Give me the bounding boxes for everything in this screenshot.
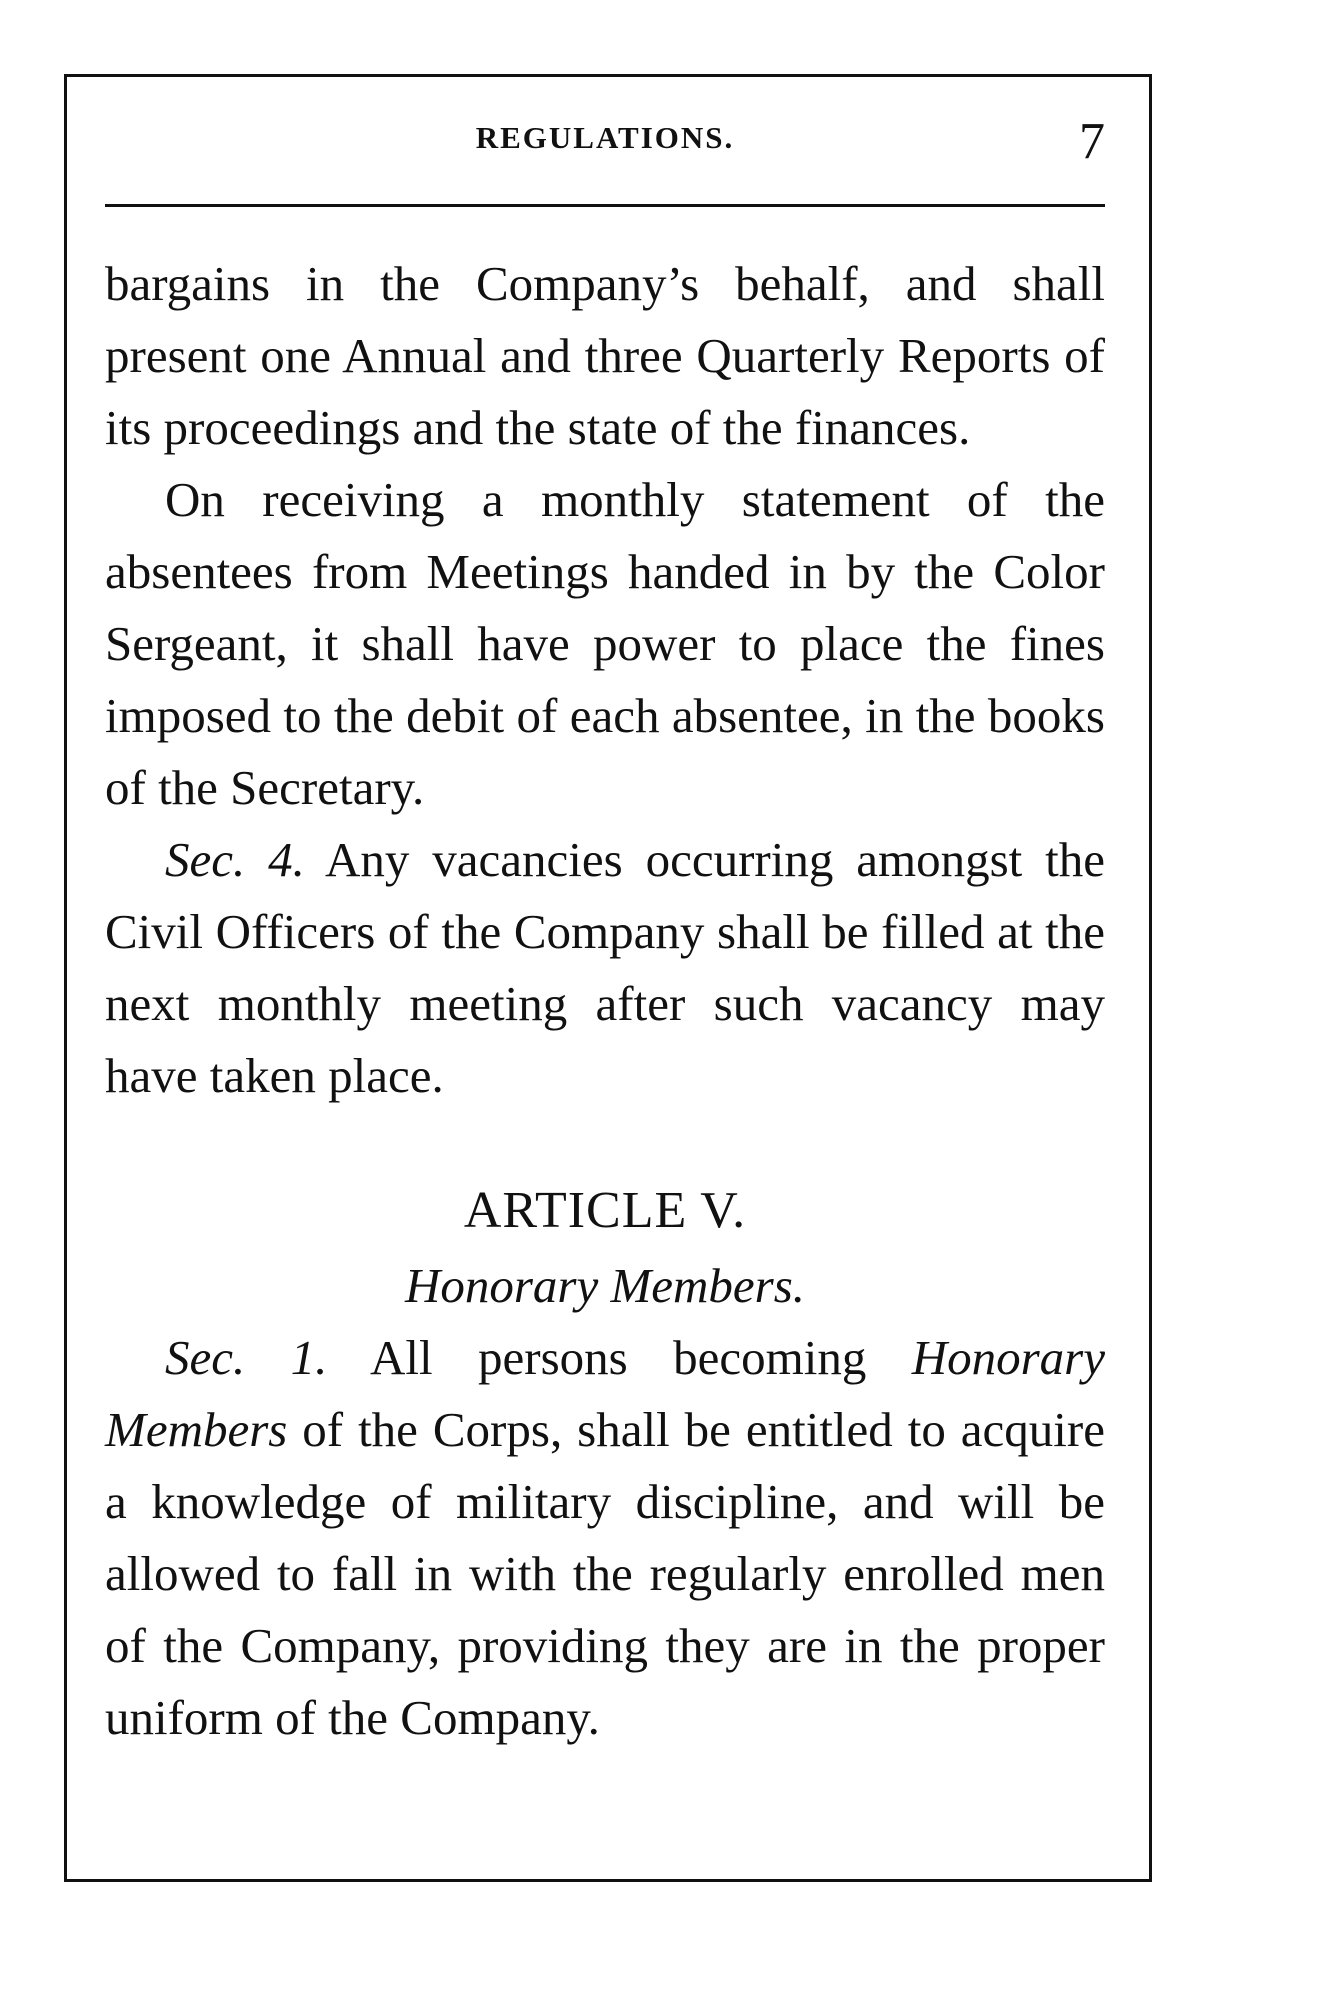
section-text: Any vacancies occurring amongst the Civil Officers of the Company shall be filled at the next monthly meeting after such vacancy may have taken place. (105, 832, 1105, 1103)
paragraph-continuation: bargains in the Company’s behalf, and shall present one Annual and three Quarterly Reports of its proceedings and the state of the finances. (105, 256, 1105, 455)
article-subheading: Honorary Members. (404, 1258, 806, 1313)
section-text-b: of the Corps, shall be entitled to acquire a knowledge of military discipline, and will be allowed to fall in with the regularly enrolled men of the Company, providing they are in the proper uniform of the Company. (105, 1402, 1105, 1745)
page-number: 7 (1079, 113, 1105, 170)
section-label: Sec. 4. (165, 832, 305, 887)
paragraph-sec-4 (105, 824, 1105, 1112)
article-heading-block (105, 1174, 1105, 1322)
running-head (105, 112, 1105, 170)
paragraph-absentees: On receiving a monthly statement of the absentees from Meetings handed in by the Color Sergeant, it shall have power to place the fines imposed to the debit of each absentee, in the books of the Secretary. (105, 472, 1105, 815)
article-heading: ARTICLE V. (463, 1182, 747, 1239)
running-title: REGULATIONS. (475, 120, 735, 155)
italic-term: Honorary Members (105, 1330, 1105, 1457)
section-label: Sec. 1. (165, 1330, 328, 1385)
paragraph-sec-1 (105, 1322, 1105, 1754)
header-rule (105, 204, 1105, 207)
section-text-a: All persons becoming (327, 1330, 912, 1385)
body-text (105, 248, 1105, 1754)
